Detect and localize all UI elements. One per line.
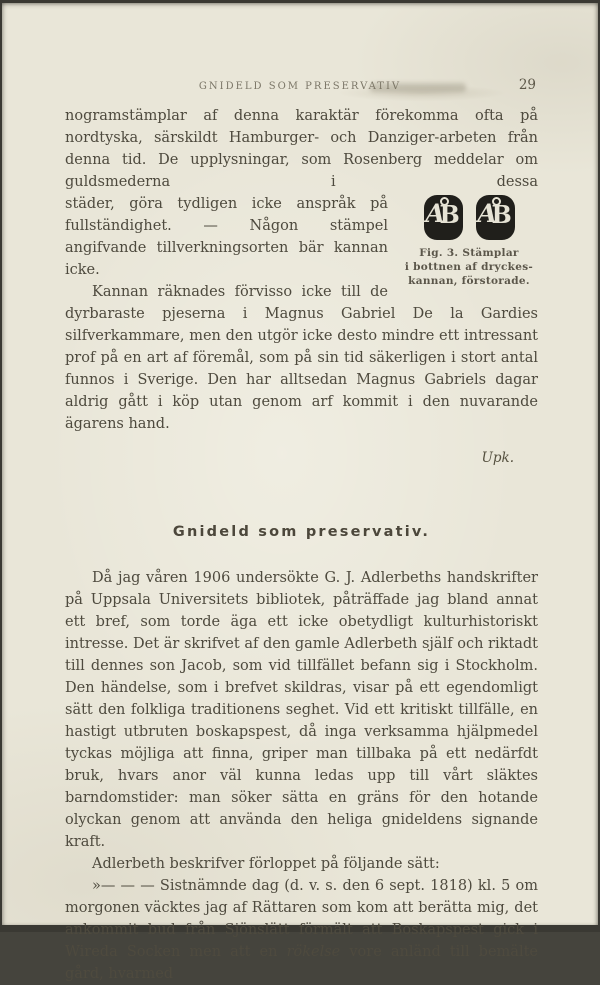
stamp-letter-a: A <box>477 199 497 228</box>
stamp-letter-b: B <box>439 200 460 229</box>
paper-sheet <box>2 3 598 982</box>
running-head <box>2 3 598 99</box>
quote-italic-word: rökelse <box>286 944 341 960</box>
monogram-stamp-icon <box>476 195 515 240</box>
article-paragraph-1: Då jag våren 1906 undersökte G. J. Adlerbeths handskrifter på Uppsala Universitets bibliotek, påträffade jag bland annat ett bref, som torde äga ett icke obetydligt kulturhistoriskt intresse. Det är skrifvet af den gamle Adlerbeth själf och riktadt till dennes son Jacob, som vid tillfället befann sig i Stockholm. Den händelse, som i brefvet skildras, visar på ett egendomligt sätt den folkliga traditionens seghet. Vid ett kritiskt tillfälle, en hastigt utbruten boskapspest, då inga verksamma hjälpmedel tyckas möjliga att finna, griper man tillbaka på ett nedärfdt bruk, hvars anor väl kunna ledas upp till vårt släktes barndomstider: man söker sätta en gräns för den hotande olyckan genom att använda den heliga gnideldens signande kraft. <box>65 570 538 850</box>
figure-caption-line: kannan, förstorade. <box>408 275 530 287</box>
monogram-stamp-icon <box>424 195 463 240</box>
quote-text-before: »— — — Sistnämnde dag (d. v. s. den 6 sept. 1818) kl. 5 om morgonen väcktes jag af Rättaren som kom att berätta mig, det ankommit bud från Sjönslätt förmält att Boskapspest gick i Wireda Socken men att en <box>65 878 538 960</box>
page-number: 29 <box>518 77 536 93</box>
running-title: GNIDELD SOM PRESERVATIV <box>198 81 402 92</box>
text-column <box>2 99 598 985</box>
quote-paragraph <box>65 875 538 985</box>
stamp-letter-a: A <box>425 199 445 228</box>
ink-smudge <box>370 83 466 92</box>
kannan-paragraph: Kannan räknades förvisso icke till de dyrbaraste pjeserna i Magnus Gabriel De la Gardies silfverkammare, men den utgör icke desto mindre ett intressant prof på en art af föremål, som på sin tid säkerligen i stort antal funnos i Sverige. Den har alltsedan Magnus Gabriels dagar aldrig gått i köp utan genom arf kommit i den nuvarande ägarens hand. <box>65 284 538 432</box>
figure-caption-line: i bottnen af dryckes- <box>404 261 534 273</box>
intro-paragraph-wrapped <box>65 193 538 287</box>
section-heading: Gnideld som preservativ. <box>172 524 431 540</box>
stamps-row <box>400 195 538 240</box>
figure-caption <box>400 246 538 288</box>
quote-text-after: vore anländ till bemälte gård, hvarmed <box>65 944 538 982</box>
stamp-letter-b: B <box>491 200 512 229</box>
intro-paragraph-wrapped-text: städer, göra tydligen icke anspråk på fullständighet. — Någon stämpel angifvande tillverkningsorten bär kannan icke. <box>65 196 388 278</box>
figure-caption-line: Fig. 3. Stämplar <box>419 247 519 259</box>
intro-paragraph-full-width: nogramstämplar af denna karaktär förekomma ofta på nordtyska, särskildt Hamburger- och Danziger-arbeten från denna tid. De upplysningar, som Rosenberg meddelar om guldsmederna i dessa <box>65 108 538 190</box>
figure-3 <box>400 195 538 288</box>
article-paragraph-2: Adlerbeth beskrifver förloppet på följande sätt: <box>92 856 440 872</box>
author-signature: Upk. <box>481 450 514 466</box>
